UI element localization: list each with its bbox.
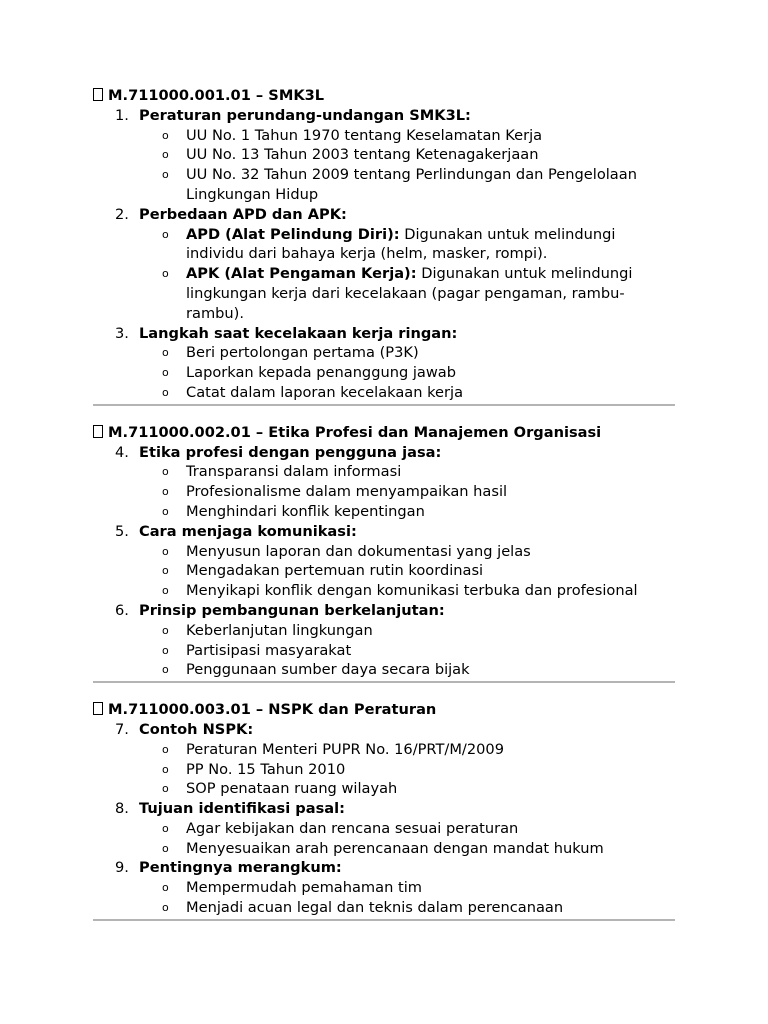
item-title: Langkah saat kecelakaan kerja ringan: <box>139 324 458 342</box>
circle-bullet-icon: o <box>162 465 169 479</box>
sub-list <box>139 740 675 799</box>
circle-bullet-icon: o <box>162 663 169 677</box>
sub-item-text: SOP penataan ruang wilayah <box>186 780 398 798</box>
sub-list <box>139 819 675 859</box>
circle-bullet-icon: o <box>162 346 169 360</box>
circle-bullet-icon: o <box>162 623 169 637</box>
sub-item <box>139 581 675 601</box>
numbered-list <box>93 443 675 681</box>
circle-bullet-icon: o <box>162 841 169 855</box>
list-item <box>93 106 675 205</box>
circle-bullet-icon: o <box>162 643 169 657</box>
sub-item <box>139 363 675 383</box>
circle-bullet-icon: o <box>162 742 169 756</box>
sub-item <box>139 225 675 265</box>
sub-item-text: Digunakan untuk melindungi individu dari bahaya kerja (helm, masker, rompi). <box>186 225 616 263</box>
sub-item-text: Menyesuaikan arah perencanaan dengan mandat hukum <box>186 839 604 857</box>
sub-item-text: Mempermudah pemahaman tim <box>186 879 422 897</box>
sub-item-text: Menghindari konflik kepentingan <box>186 502 425 520</box>
item-number: 7. <box>115 720 129 738</box>
list-item <box>93 205 675 324</box>
list-item <box>93 324 675 403</box>
sub-item <box>139 561 675 581</box>
section-title-text: M.711000.001.01 – SMK3L <box>108 87 325 104</box>
section-title-text: M.711000.003.01 – NSPK dan Peraturan <box>108 701 437 719</box>
sub-list <box>139 621 675 680</box>
item-title: Tujuan identifikasi pasal: <box>139 800 345 818</box>
sub-item-text: Agar kebijakan dan rencana sesuai peraturan <box>186 819 519 837</box>
circle-bullet-icon: o <box>162 584 169 598</box>
item-number: 1. <box>115 106 129 124</box>
sub-list <box>139 225 675 324</box>
list-item <box>93 720 675 799</box>
item-number: 8. <box>115 800 129 818</box>
sub-item-text: Menyusun laporan dan dokumentasi yang jelas <box>186 542 531 560</box>
sub-item-text: Profesionalisme dalam menyampaikan hasil <box>186 483 508 501</box>
item-number: 9. <box>115 859 129 877</box>
section-divider <box>93 404 675 406</box>
circle-bullet-icon: o <box>162 485 169 499</box>
item-title: Contoh NSPK: <box>139 720 254 738</box>
circle-bullet-icon: o <box>162 366 169 380</box>
circle-bullet-icon: o <box>162 168 169 182</box>
section-divider <box>93 919 675 921</box>
document-body <box>93 86 675 938</box>
sub-item <box>139 165 675 205</box>
sub-item-term: APK (Alat Pengaman Kerja): <box>186 265 417 283</box>
circle-bullet-icon: o <box>162 901 169 915</box>
section-divider <box>93 681 675 683</box>
list-item <box>93 601 675 680</box>
circle-bullet-icon: o <box>162 782 169 796</box>
sub-list <box>139 126 675 205</box>
sub-item-text: Partisipasi masyarakat <box>186 641 352 659</box>
sub-item <box>139 383 675 403</box>
sub-item-text: Laporkan kepada penanggung jawab <box>186 364 457 382</box>
circle-bullet-icon: o <box>162 267 169 281</box>
circle-bullet-icon: o <box>162 128 169 142</box>
sub-item <box>139 126 675 146</box>
section-title <box>93 700 675 720</box>
sub-item <box>139 264 675 323</box>
sub-list <box>139 878 675 918</box>
sub-item <box>139 145 675 165</box>
item-number: 6. <box>115 601 129 619</box>
circle-bullet-icon: o <box>162 544 169 558</box>
circle-bullet-icon: o <box>162 881 169 895</box>
missing-glyph-box-icon <box>93 702 103 715</box>
circle-bullet-icon: o <box>162 762 169 776</box>
module-section <box>93 423 675 683</box>
sub-item-text: Penggunaan sumber daya secara bijak <box>186 661 470 679</box>
item-number: 3. <box>115 324 129 342</box>
sub-item <box>139 898 675 918</box>
circle-bullet-icon: o <box>162 227 169 241</box>
sub-item <box>139 779 675 799</box>
circle-bullet-icon: o <box>162 148 169 162</box>
missing-glyph-box-icon <box>93 88 103 101</box>
circle-bullet-icon: o <box>162 564 169 578</box>
item-title: Etika profesi dengan pengguna jasa: <box>139 443 442 461</box>
sub-item-text: Beri pertolongan pertama (P3K) <box>186 344 419 362</box>
sub-item-text: Peraturan Menteri PUPR No. 16/PRT/M/2009 <box>186 740 504 758</box>
sub-item-term: APD (Alat Pelindung Diri): <box>186 225 400 243</box>
sub-item-text: Transparansi dalam informasi <box>186 463 402 481</box>
sub-item <box>139 502 675 522</box>
numbered-list <box>93 720 675 918</box>
sub-list <box>139 542 675 601</box>
item-title: Prinsip pembangunan berkelanjutan: <box>139 601 445 619</box>
sub-item <box>139 839 675 859</box>
sub-item <box>139 621 675 641</box>
list-item <box>93 443 675 522</box>
sub-item-text: Menjadi acuan legal dan teknis dalam perencanaan <box>186 899 564 917</box>
sub-item <box>139 819 675 839</box>
circle-bullet-icon: o <box>162 504 169 518</box>
sub-item <box>139 542 675 562</box>
sub-item-text: Mengadakan pertemuan rutin koordinasi <box>186 562 484 580</box>
item-title: Pentingnya merangkum: <box>139 859 342 877</box>
sub-item-text: PP No. 15 Tahun 2010 <box>186 760 346 778</box>
missing-glyph-box-icon <box>93 425 103 438</box>
sub-item <box>139 641 675 661</box>
sub-item-text: UU No. 32 Tahun 2009 tentang Perlindungan dan Pengelolaan Lingkungan Hidup <box>186 166 637 203</box>
numbered-list <box>93 106 675 403</box>
list-item <box>93 799 675 858</box>
sub-item-text: UU No. 13 Tahun 2003 tentang Ketenagakerjaan <box>186 146 539 164</box>
sub-list <box>139 462 675 521</box>
item-number: 5. <box>115 522 129 540</box>
circle-bullet-icon: o <box>162 385 169 399</box>
module-section <box>93 86 675 406</box>
module-section <box>93 700 675 921</box>
sub-item <box>139 462 675 482</box>
item-title: Cara menjaga komunikasi: <box>139 522 357 540</box>
sub-list <box>139 343 675 402</box>
section-title <box>93 86 675 106</box>
sub-item <box>139 740 675 760</box>
item-title: Perbedaan APD dan APK: <box>139 205 347 223</box>
sub-item-text: Keberlanjutan lingkungan <box>186 621 373 639</box>
sub-item-text: Digunakan untuk melindungi lingkungan kerja dari kecelakaan (pagar pengaman, rambu-rambu). <box>186 265 633 322</box>
circle-bullet-icon: o <box>162 821 169 835</box>
sub-item <box>139 878 675 898</box>
item-number: 2. <box>115 205 129 223</box>
section-title-text: M.711000.002.01 – Etika Profesi dan Manajemen Organisasi <box>108 423 602 441</box>
sub-item <box>139 660 675 680</box>
sub-item-text: Menyikapi konflik dengan komunikasi terbuka dan profesional <box>186 582 638 600</box>
sub-item-text: UU No. 1 Tahun 1970 tentang Keselamatan Kerja <box>186 126 543 144</box>
item-number: 4. <box>115 443 129 461</box>
sub-item-text: Catat dalam laporan kecelakaan kerja <box>186 383 464 401</box>
sub-item <box>139 343 675 363</box>
sub-item <box>139 760 675 780</box>
list-item <box>93 858 675 917</box>
item-title: Peraturan perundang-undangan SMK3L: <box>139 106 471 124</box>
section-title <box>93 423 675 443</box>
list-item <box>93 522 675 601</box>
sub-item <box>139 482 675 502</box>
